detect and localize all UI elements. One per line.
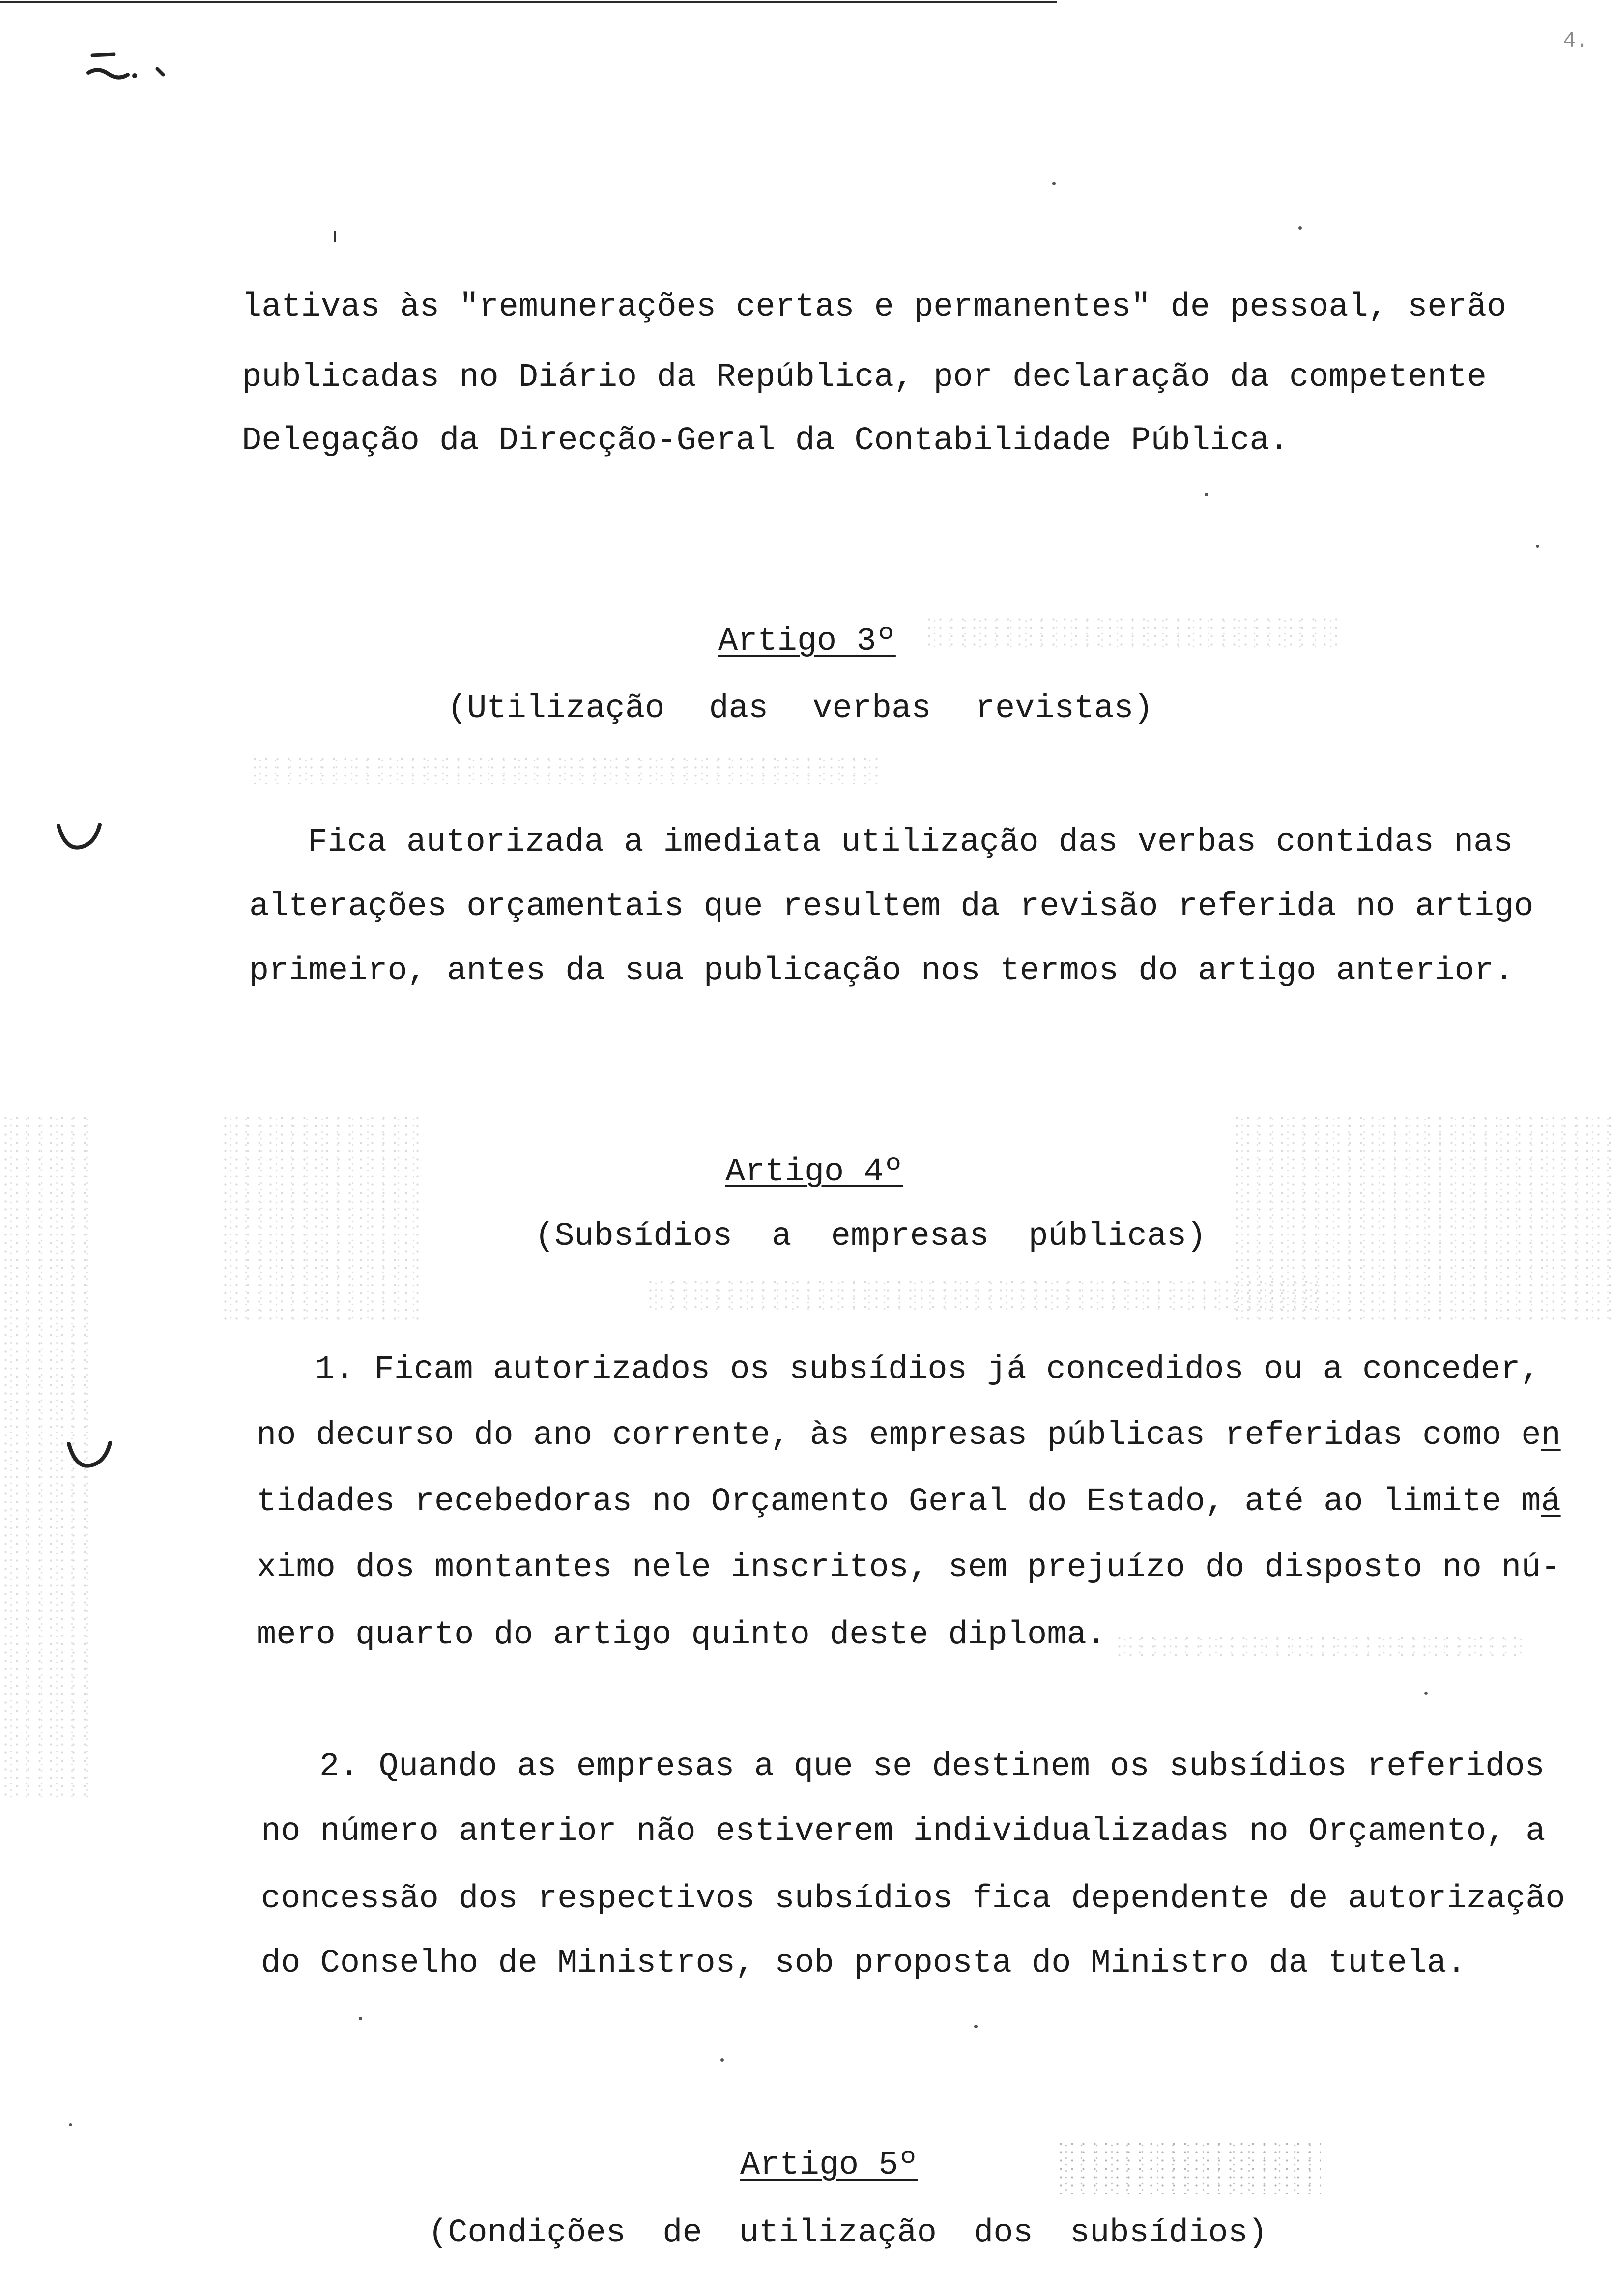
margin-mark xyxy=(66,1440,113,1470)
article-title: (Subsídios a empresas públicas) xyxy=(535,1218,1207,1255)
scan-speck xyxy=(1424,1692,1428,1695)
article-title: (Utilização das verbas revistas) xyxy=(447,690,1153,727)
scan-speck xyxy=(720,2058,724,2062)
scan-noise xyxy=(220,1114,426,1320)
paragraph-line: 2. Quando as empresas a que se destinem os subsídios referidos xyxy=(319,1748,1545,1785)
paragraph-line: publicadas no Diário da República, por declaração da competente xyxy=(242,359,1487,396)
paragraph-line xyxy=(257,1419,1561,1452)
scan-noise xyxy=(249,755,878,784)
scan-noise xyxy=(645,1278,1318,1312)
top-rule xyxy=(0,1,1057,3)
scan-noise xyxy=(1114,1634,1522,1656)
scan-mark-top-left xyxy=(84,49,172,88)
paragraph-line: do Conselho de Ministros, sob proposta do Ministro da tutela. xyxy=(261,1945,1467,1982)
scan-noise xyxy=(1231,1114,1612,1320)
page-number: 4. xyxy=(1563,29,1589,54)
margin-mark xyxy=(56,822,102,852)
paragraph-line: primeiro, antes da sua publicação nos termos do artigo anterior. xyxy=(249,952,1514,990)
paragraph-line: Fica autorizada a imediata utilização das verbas contidas nas xyxy=(308,824,1513,861)
paragraph-line: 1. Ficam autorizados os subsídios já concedidos ou a conceder, xyxy=(315,1351,1540,1388)
scan-noise xyxy=(923,615,1341,652)
paragraph-line: concessão dos respectivos subsídios fica dependente de autorização xyxy=(261,1880,1565,1918)
paragraph-line: Delegação da Direcção-Geral da Contabilidade Pública. xyxy=(242,422,1289,459)
scan-speck xyxy=(1298,226,1302,230)
scan-tick xyxy=(334,231,336,242)
scan-speck xyxy=(69,2123,72,2126)
line-text: tidades recebedoras no Orçamento Geral do Estado, até ao limite m xyxy=(257,1483,1541,1521)
scan-speck xyxy=(1205,493,1208,496)
line-text: no decurso do ano corrente, às empresas públicas referidas como e xyxy=(257,1417,1541,1454)
article-title: (Condições de utilização dos subsídios) xyxy=(428,2214,1268,2252)
scan-speck xyxy=(974,2025,978,2028)
hyphenation-mark: á xyxy=(1541,1483,1561,1521)
paragraph-line: mero quarto do artigo quinto deste diploma. xyxy=(257,1616,1106,1654)
paragraph-line xyxy=(257,1483,1561,1521)
article-heading: Artigo 5º xyxy=(740,2147,918,2184)
paragraph-line: no número anterior não estiverem individualizadas no Orçamento, a xyxy=(261,1813,1546,1850)
article-heading: Artigo 4º xyxy=(725,1153,903,1191)
scan-speck xyxy=(359,2017,362,2020)
paragraph-line: alterações orçamentais que resultem da revisão referida no artigo xyxy=(249,888,1534,925)
paragraph-line: lativas às "remunerações certas e permanentes" de pessoal, serão xyxy=(242,288,1507,326)
scan-speck xyxy=(1052,182,1056,185)
article-heading: Artigo 3º xyxy=(718,623,896,660)
hyphenation-mark: n xyxy=(1541,1417,1561,1454)
paragraph-line: ximo dos montantes nele inscritos, sem prejuízo do disposto no nú- xyxy=(257,1549,1561,1586)
scan-speck xyxy=(1536,545,1539,548)
scan-noise xyxy=(1055,2140,1321,2194)
